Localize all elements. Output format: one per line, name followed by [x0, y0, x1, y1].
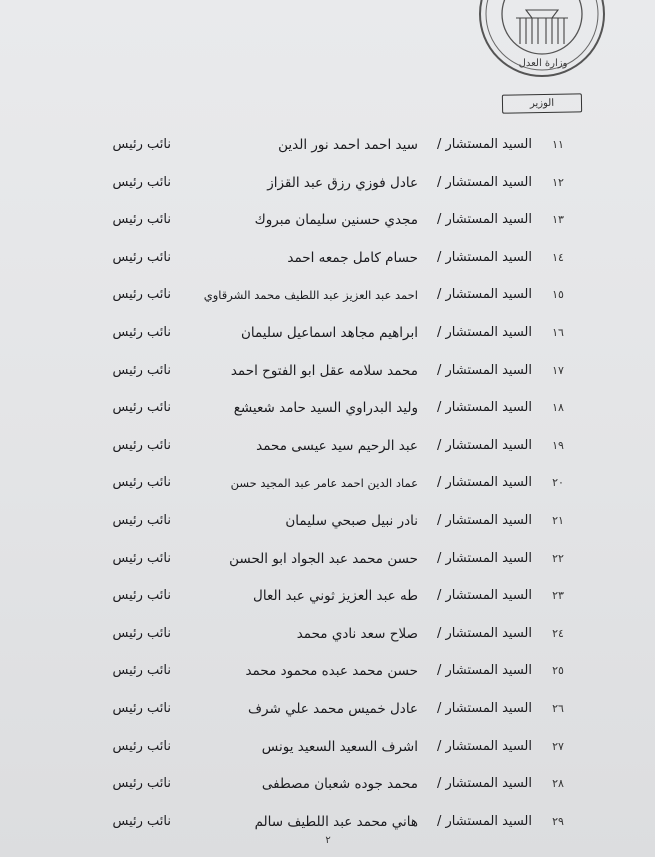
- list-item: [0, 772, 655, 796]
- entry-number: ٢٨: [552, 777, 564, 790]
- entry-name: سيد احمد احمد نور الدين: [278, 137, 418, 153]
- entry-name: احمد عبد العزيز عبد اللطيف محمد الشرقاوي: [203, 288, 418, 302]
- entry-title: السيد المستشار /: [436, 287, 532, 302]
- entry-title: السيد المستشار /: [436, 776, 532, 791]
- entry-number: ١٦: [552, 326, 564, 339]
- entry-role: نائب رئيس: [112, 438, 171, 453]
- entry-number: ٢٠: [552, 476, 564, 489]
- entry-name: عادل فوزي رزق عبد القزاز: [267, 175, 418, 191]
- entry-name: حسام كامل جمعه احمد: [287, 250, 418, 266]
- list-item: [0, 659, 655, 683]
- list-item: [0, 735, 655, 759]
- entry-number: ١٣: [552, 213, 564, 226]
- list-item: [0, 434, 655, 458]
- entry-number: ١٢: [552, 176, 564, 189]
- entry-title: السيد المستشار /: [436, 513, 532, 528]
- entry-role: نائب رئيس: [112, 287, 171, 302]
- list-item: [0, 697, 655, 721]
- entry-role: نائب رئيس: [112, 513, 171, 528]
- page-number: ٢: [325, 835, 331, 846]
- entry-name: محمد سلامه عقل ابو الفتوح احمد: [230, 363, 418, 379]
- entry-name: مجدي حسنين سليمان مبروك: [254, 212, 418, 228]
- entry-number: ١٧: [552, 364, 564, 377]
- entry-title: السيد المستشار /: [436, 814, 532, 829]
- list-item: [0, 208, 655, 232]
- list-item: [0, 396, 655, 420]
- entry-name: محمد جوده شعبان مصطفى: [261, 776, 418, 792]
- entry-title: السيد المستشار /: [436, 475, 532, 490]
- entry-name: نادر نبيل صبحي سليمان: [285, 513, 418, 529]
- entry-name: عماد الدين احمد عامر عبد المجيد حسن: [230, 476, 418, 490]
- list-item: [0, 283, 655, 307]
- entry-title: السيد المستشار /: [436, 438, 532, 453]
- entry-role: نائب رئيس: [112, 250, 171, 265]
- entry-role: نائب رئيس: [112, 814, 171, 829]
- entry-number: ٢١: [552, 514, 564, 527]
- entry-name: هاني محمد عبد اللطيف سالم: [254, 814, 418, 830]
- entry-title: السيد المستشار /: [436, 626, 532, 641]
- entry-title: السيد المستشار /: [436, 175, 532, 190]
- entry-title: السيد المستشار /: [436, 212, 532, 227]
- entry-role: نائب رئيس: [112, 626, 171, 641]
- list-item: [0, 471, 655, 495]
- entry-title: السيد المستشار /: [436, 701, 532, 716]
- entry-number: ٢٢: [552, 552, 564, 565]
- entry-name: اشرف السعيد السعيد يونس: [261, 739, 418, 755]
- list-item: [0, 810, 655, 834]
- list-item: [0, 359, 655, 383]
- entry-number: ١٥: [552, 288, 564, 301]
- list-item: [0, 133, 655, 157]
- entry-role: نائب رئيس: [112, 400, 171, 415]
- entry-name: ابراهيم مجاهد اسماعيل سليمان: [240, 325, 418, 341]
- list-item: [0, 622, 655, 646]
- entry-name: حسن محمد عبده محمود محمد: [245, 663, 418, 679]
- entry-role: نائب رئيس: [112, 588, 171, 603]
- entry-title: السيد المستشار /: [436, 739, 532, 754]
- entry-title: السيد المستشار /: [436, 325, 532, 340]
- entry-number: ١١: [552, 138, 564, 151]
- entry-role: نائب رئيس: [112, 776, 171, 791]
- entry-number: ٢٣: [552, 589, 564, 602]
- entry-title: السيد المستشار /: [436, 663, 532, 678]
- list-item: [0, 321, 655, 345]
- entry-number: ٢٤: [552, 627, 564, 640]
- entry-title: السيد المستشار /: [436, 588, 532, 603]
- entry-name: وليد البدراوي السيد حامد شعيشع: [233, 400, 418, 416]
- entry-role: نائب رئيس: [112, 551, 171, 566]
- entry-title: السيد المستشار /: [436, 137, 532, 152]
- entry-title: السيد المستشار /: [436, 250, 532, 265]
- entry-role: نائب رئيس: [112, 137, 171, 152]
- entry-role: نائب رئيس: [112, 363, 171, 378]
- entry-number: ١٩: [552, 439, 564, 452]
- entry-number: ١٤: [552, 251, 564, 264]
- entry-name: عادل خميس محمد علي شرف: [248, 701, 418, 717]
- entry-role: نائب رئيس: [112, 325, 171, 340]
- entry-role: نائب رئيس: [112, 663, 171, 678]
- entry-number: ٢٧: [552, 740, 564, 753]
- entry-role: نائب رئيس: [112, 701, 171, 716]
- entry-name: حسن محمد عبد الجواد ابو الحسن: [229, 551, 418, 567]
- list-item: [0, 547, 655, 571]
- entry-number: ٢٥: [552, 664, 564, 677]
- entry-name: عبد الرحيم سيد عيسى محمد: [256, 438, 418, 454]
- entry-number: ١٨: [552, 401, 564, 414]
- entry-role: نائب رئيس: [112, 739, 171, 754]
- entry-title: السيد المستشار /: [436, 400, 532, 415]
- entry-role: نائب رئيس: [112, 175, 171, 190]
- entry-role: نائب رئيس: [112, 212, 171, 227]
- list-item: [0, 171, 655, 195]
- entry-number: ٢٩: [552, 815, 564, 828]
- list-item: [0, 584, 655, 608]
- entry-title: السيد المستشار /: [436, 363, 532, 378]
- list-item: [0, 509, 655, 533]
- entry-title: السيد المستشار /: [436, 551, 532, 566]
- entry-number: ٢٦: [552, 702, 564, 715]
- entry-name: صلاح سعد نادي محمد: [296, 626, 418, 642]
- entry-name: طه عبد العزيز ثوني عبد العال: [253, 588, 418, 604]
- seal-caption: وزارة العدل: [518, 58, 568, 69]
- minister-stamp: الوزير: [502, 93, 582, 113]
- entry-role: نائب رئيس: [112, 475, 171, 490]
- list-item: [0, 246, 655, 270]
